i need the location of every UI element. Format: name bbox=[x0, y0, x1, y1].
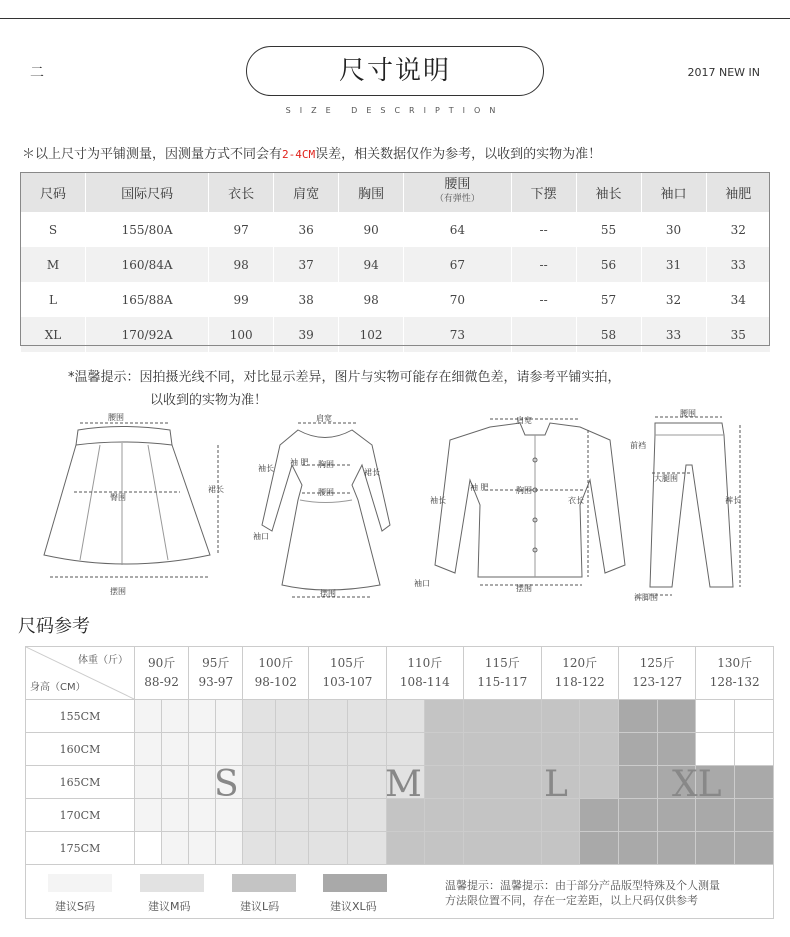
dress-hem-label: 摆围 bbox=[320, 589, 336, 598]
pants-diagram bbox=[650, 417, 740, 595]
weight-header bbox=[464, 647, 541, 700]
grid-cell bbox=[243, 700, 276, 733]
ref-corner-cell bbox=[26, 647, 135, 700]
legend-l-label: 建议L码 bbox=[240, 900, 280, 913]
grid-cell bbox=[425, 766, 464, 799]
col-header: 国际尺码 bbox=[85, 172, 208, 212]
tip-line-1: *温馨提示：因拍摄光线不同，对比显示差异，图片与实物可能存在细微色差，请参考平铺实拍， bbox=[68, 370, 621, 385]
shirt-cuff-label: 袖口 bbox=[414, 579, 430, 588]
grid-cell bbox=[309, 832, 348, 865]
grid-cell bbox=[735, 700, 774, 733]
table-cell: 58 bbox=[576, 317, 641, 352]
grid-cell bbox=[309, 766, 348, 799]
dress-length-label: 裙长 bbox=[364, 468, 380, 477]
grid-cell bbox=[580, 766, 619, 799]
table-cell bbox=[511, 317, 576, 352]
table-row bbox=[21, 212, 771, 247]
legend-xl-label: 建议XL码 bbox=[330, 900, 377, 913]
shirt-hem-label: 摆围 bbox=[516, 584, 532, 593]
note-range: 2-4CM bbox=[282, 148, 316, 161]
dress-diagram bbox=[262, 423, 390, 597]
top-rule bbox=[0, 18, 790, 19]
weight-header bbox=[309, 647, 386, 700]
grid-cell bbox=[347, 799, 386, 832]
grid-cell bbox=[618, 832, 657, 865]
grid-cell bbox=[618, 766, 657, 799]
weight-header bbox=[618, 647, 695, 700]
grid-cell bbox=[189, 766, 216, 799]
skirt-hip-label: 臀围 bbox=[110, 493, 126, 502]
size-l-letter: L bbox=[544, 764, 568, 805]
legend-m-label: 建议M码 bbox=[148, 900, 191, 913]
table-cell: XL bbox=[21, 317, 86, 352]
skirt-hem-label: 摆围 bbox=[110, 587, 126, 596]
col-header-waist bbox=[404, 172, 512, 212]
grid-cell bbox=[135, 799, 162, 832]
dress-measure-lines bbox=[292, 423, 372, 597]
grid-cell bbox=[135, 700, 162, 733]
weight-kg: 115-117 bbox=[477, 675, 528, 689]
grid-cell bbox=[189, 799, 216, 832]
grid-cell bbox=[425, 799, 464, 832]
shirt-sleeve-length-label: 袖长 bbox=[430, 496, 446, 505]
grid-cell bbox=[425, 733, 464, 766]
weight-jin: 105斤 bbox=[329, 656, 365, 670]
dress-cuff-label: 袖口 bbox=[253, 532, 269, 541]
grid-cell bbox=[162, 733, 189, 766]
grid-cell bbox=[276, 766, 309, 799]
ref-header-row bbox=[26, 647, 774, 700]
size-xl-letter: XL bbox=[672, 764, 722, 805]
grid-cell bbox=[216, 700, 243, 733]
dress-chest-label: 胸围 bbox=[318, 460, 334, 469]
grid-cell bbox=[464, 766, 541, 799]
grid-cell bbox=[135, 766, 162, 799]
pants-measure-lines bbox=[650, 417, 740, 595]
skirt-body bbox=[44, 445, 210, 564]
table-cell: 35 bbox=[706, 317, 770, 352]
grid-cell bbox=[243, 832, 276, 865]
tip-line-2: 以收到的实物为准！ bbox=[150, 393, 268, 408]
table-cell: 38 bbox=[274, 282, 339, 317]
pants-leg-label: 裤脚围 bbox=[634, 593, 658, 602]
waist-note: （有弹性） bbox=[434, 194, 480, 204]
grid-cell bbox=[309, 733, 348, 766]
table-row bbox=[21, 247, 771, 282]
table-cell: 98 bbox=[209, 247, 274, 282]
grid-cell bbox=[618, 733, 657, 766]
weight-jin: 100斤 bbox=[258, 656, 294, 670]
left-mark: 二 bbox=[30, 65, 44, 81]
col-header: 袖肥 bbox=[706, 172, 770, 212]
grid-cell bbox=[347, 832, 386, 865]
weight-jin: 90斤 bbox=[147, 656, 176, 670]
skirt-waist-label: 腰围 bbox=[108, 413, 124, 422]
grid-cell bbox=[464, 700, 541, 733]
table-cell: S bbox=[21, 212, 86, 247]
pants-waist-label: 腰围 bbox=[680, 409, 696, 418]
grid-cell bbox=[216, 733, 243, 766]
table-cell: 33 bbox=[641, 317, 706, 352]
grid-cell bbox=[425, 832, 464, 865]
grid-cell bbox=[189, 733, 216, 766]
table-cell: L bbox=[21, 282, 86, 317]
grid-cell bbox=[735, 733, 774, 766]
pants-rise-label: 前裆 bbox=[630, 441, 646, 450]
corner-weight-label: 体重（斤） bbox=[78, 655, 128, 666]
grid-cell bbox=[162, 799, 189, 832]
grid-cell bbox=[276, 733, 309, 766]
weight-header bbox=[243, 647, 309, 700]
col-header: 衣长 bbox=[209, 172, 274, 212]
grid-cell bbox=[309, 799, 348, 832]
size-s-letter: S bbox=[214, 764, 239, 805]
size-m-letter: M bbox=[385, 764, 422, 805]
table-row bbox=[21, 282, 771, 317]
grid-cell bbox=[618, 700, 657, 733]
table-row bbox=[21, 317, 771, 352]
grid-cell bbox=[464, 799, 541, 832]
grid-cell bbox=[243, 733, 276, 766]
table-cell: 32 bbox=[706, 212, 770, 247]
grid-cell bbox=[386, 832, 425, 865]
table-cell: -- bbox=[511, 282, 576, 317]
legend-frame bbox=[25, 862, 774, 919]
grid-cell bbox=[541, 700, 580, 733]
table-cell: 73 bbox=[404, 317, 512, 352]
grid-cell bbox=[541, 733, 580, 766]
note-suffix: 误差，相关数据仅作为参考，以收到的实物为准！ bbox=[315, 147, 602, 162]
grid-cell bbox=[276, 700, 309, 733]
weight-header bbox=[386, 647, 463, 700]
grid-cell bbox=[580, 832, 619, 865]
grid-cell bbox=[386, 733, 425, 766]
warning-line-1: 温馨提示：温馨提示：由于部分产品版型特殊及个人测量 bbox=[445, 879, 720, 892]
pants-thigh-label: 大腿围 bbox=[654, 474, 678, 483]
skirt-length-label: 裙长 bbox=[208, 485, 224, 494]
grid-cell bbox=[243, 799, 276, 832]
grid-cell bbox=[135, 832, 162, 865]
height-label: 155CM bbox=[26, 700, 135, 733]
shirt-shoulder-label: 肩宽 bbox=[516, 416, 532, 425]
table-cell: 155/80A bbox=[85, 212, 208, 247]
table-cell: 90 bbox=[339, 212, 404, 247]
grid-cell bbox=[580, 733, 619, 766]
table-cell: 32 bbox=[641, 282, 706, 317]
col-header: 袖长 bbox=[576, 172, 641, 212]
grid-cell bbox=[696, 733, 735, 766]
weight-kg: 123-127 bbox=[632, 675, 683, 689]
dress-sleeve-width-label: 袖 肥 bbox=[290, 458, 309, 467]
grid-cell bbox=[162, 766, 189, 799]
dress-shoulder-label: 肩宽 bbox=[316, 414, 332, 423]
table-cell: -- bbox=[511, 212, 576, 247]
weight-header bbox=[696, 647, 774, 700]
table-cell: 170/92A bbox=[85, 317, 208, 352]
col-header: 袖口 bbox=[641, 172, 706, 212]
shirt-body bbox=[435, 423, 625, 577]
table-cell: 31 bbox=[641, 247, 706, 282]
measure-note bbox=[22, 143, 601, 162]
col-header: 肩宽 bbox=[274, 172, 339, 212]
weight-jin: 110斤 bbox=[407, 656, 443, 670]
grid-cell bbox=[386, 700, 425, 733]
grid-cell bbox=[162, 832, 189, 865]
table-cell: 100 bbox=[209, 317, 274, 352]
page-subtitle: SIZE DESCRIPTION bbox=[285, 106, 505, 115]
dress-waist-label: 腰围 bbox=[318, 488, 334, 497]
legend-s-label: 建议S码 bbox=[55, 900, 95, 913]
dress-sleeve-length-label: 袖长 bbox=[258, 464, 274, 473]
weight-kg: 128-132 bbox=[709, 675, 760, 689]
table-cell: 99 bbox=[209, 282, 274, 317]
table-cell: M bbox=[21, 247, 86, 282]
table-cell: 36 bbox=[274, 212, 339, 247]
grid-row bbox=[26, 733, 774, 766]
grid-cell bbox=[657, 700, 696, 733]
grid-cell bbox=[243, 766, 276, 799]
weight-kg: 118-122 bbox=[554, 675, 605, 689]
table-cell: 37 bbox=[274, 247, 339, 282]
grid-row bbox=[26, 700, 774, 733]
table-cell: 57 bbox=[576, 282, 641, 317]
grid-cell bbox=[696, 700, 735, 733]
grid-cell bbox=[464, 832, 541, 865]
grid-cell bbox=[657, 733, 696, 766]
weight-header bbox=[541, 647, 618, 700]
pants-body bbox=[650, 423, 733, 587]
grid-cell bbox=[347, 766, 386, 799]
height-label: 170CM bbox=[26, 799, 135, 832]
waist-label: 腰围 bbox=[444, 177, 471, 192]
grid-cell bbox=[541, 832, 580, 865]
year-tag: 2017 NEW IN bbox=[687, 66, 760, 79]
height-label: 175CM bbox=[26, 832, 135, 865]
table-cell: 165/88A bbox=[85, 282, 208, 317]
weight-header bbox=[189, 647, 243, 700]
grid-cell bbox=[276, 832, 309, 865]
measurement-diagrams bbox=[0, 405, 790, 605]
shirt-sleeve-width-label: 袖 肥 bbox=[470, 483, 489, 492]
skirt-diagram bbox=[44, 423, 218, 577]
grid-cell bbox=[162, 700, 189, 733]
ref-title: 尺码参考 bbox=[18, 616, 90, 637]
page-title: 尺寸说明 bbox=[338, 56, 451, 86]
table-cell: -- bbox=[511, 247, 576, 282]
grid-cell bbox=[135, 733, 162, 766]
grid-cell bbox=[309, 700, 348, 733]
table-cell: 33 bbox=[706, 247, 770, 282]
table-cell: 160/84A bbox=[85, 247, 208, 282]
table-cell: 94 bbox=[339, 247, 404, 282]
weight-kg: 93-97 bbox=[198, 675, 234, 689]
weight-jin: 130斤 bbox=[717, 656, 753, 670]
col-header: 胸围 bbox=[339, 172, 404, 212]
grid-cell bbox=[580, 700, 619, 733]
corner-height-label: 身高（CM） bbox=[30, 682, 86, 693]
weight-jin: 125斤 bbox=[639, 656, 675, 670]
weight-jin: 95斤 bbox=[202, 656, 230, 670]
grid-cell bbox=[347, 733, 386, 766]
grid-cell bbox=[735, 766, 774, 799]
grid-cell bbox=[735, 799, 774, 832]
table-cell: 55 bbox=[576, 212, 641, 247]
table-cell: 97 bbox=[209, 212, 274, 247]
weight-jin: 120斤 bbox=[562, 656, 598, 670]
skirt-pleats bbox=[80, 443, 168, 565]
grid-cell bbox=[464, 733, 541, 766]
grid-cell bbox=[189, 700, 216, 733]
grid-cell bbox=[735, 832, 774, 865]
grid-cell bbox=[580, 799, 619, 832]
table-cell: 64 bbox=[404, 212, 512, 247]
table-cell: 67 bbox=[404, 247, 512, 282]
table-cell: 56 bbox=[576, 247, 641, 282]
grid-cell bbox=[425, 700, 464, 733]
size-table bbox=[20, 172, 770, 352]
table-cell: 98 bbox=[339, 282, 404, 317]
height-label: 165CM bbox=[26, 766, 135, 799]
height-label: 160CM bbox=[26, 733, 135, 766]
weight-jin: 115斤 bbox=[484, 656, 520, 670]
size-table-header bbox=[21, 172, 771, 212]
shirt-chest-label: 胸围 bbox=[516, 486, 532, 495]
pants-length-label: 裤长 bbox=[725, 496, 741, 505]
weight-header bbox=[135, 647, 189, 700]
col-header: 尺码 bbox=[21, 172, 86, 212]
grid-cell bbox=[618, 799, 657, 832]
dress-body bbox=[262, 430, 390, 590]
grid-cell bbox=[696, 832, 735, 865]
skirt-waistband bbox=[76, 427, 172, 446]
weight-kg: 103-107 bbox=[322, 675, 373, 689]
note-prefix: ＊以上尺寸为平铺测量，因测量方式不同会有 bbox=[22, 147, 283, 162]
weight-kg: 88-92 bbox=[144, 675, 179, 689]
grid-cell bbox=[216, 832, 243, 865]
shirt-diagram bbox=[435, 419, 625, 585]
grid-cell bbox=[347, 700, 386, 733]
table-cell: 39 bbox=[274, 317, 339, 352]
table-cell: 34 bbox=[706, 282, 770, 317]
grid-cell bbox=[189, 832, 216, 865]
table-cell: 102 bbox=[339, 317, 404, 352]
warning-line-2: 方法限位置不同，存在一定差距，以上尺码仅供参考 bbox=[445, 894, 698, 907]
weight-kg: 108-114 bbox=[399, 675, 450, 689]
table-cell: 30 bbox=[641, 212, 706, 247]
dress-waist-seam bbox=[300, 500, 352, 503]
grid-cell bbox=[276, 799, 309, 832]
grid-cell bbox=[657, 832, 696, 865]
weight-kg: 98-102 bbox=[254, 675, 297, 689]
size-reference-grid bbox=[25, 646, 774, 865]
grid-row bbox=[26, 832, 774, 865]
table-cell: 70 bbox=[404, 282, 512, 317]
shirt-length-label: 衣长 bbox=[568, 496, 584, 505]
col-header: 下摆 bbox=[511, 172, 576, 212]
